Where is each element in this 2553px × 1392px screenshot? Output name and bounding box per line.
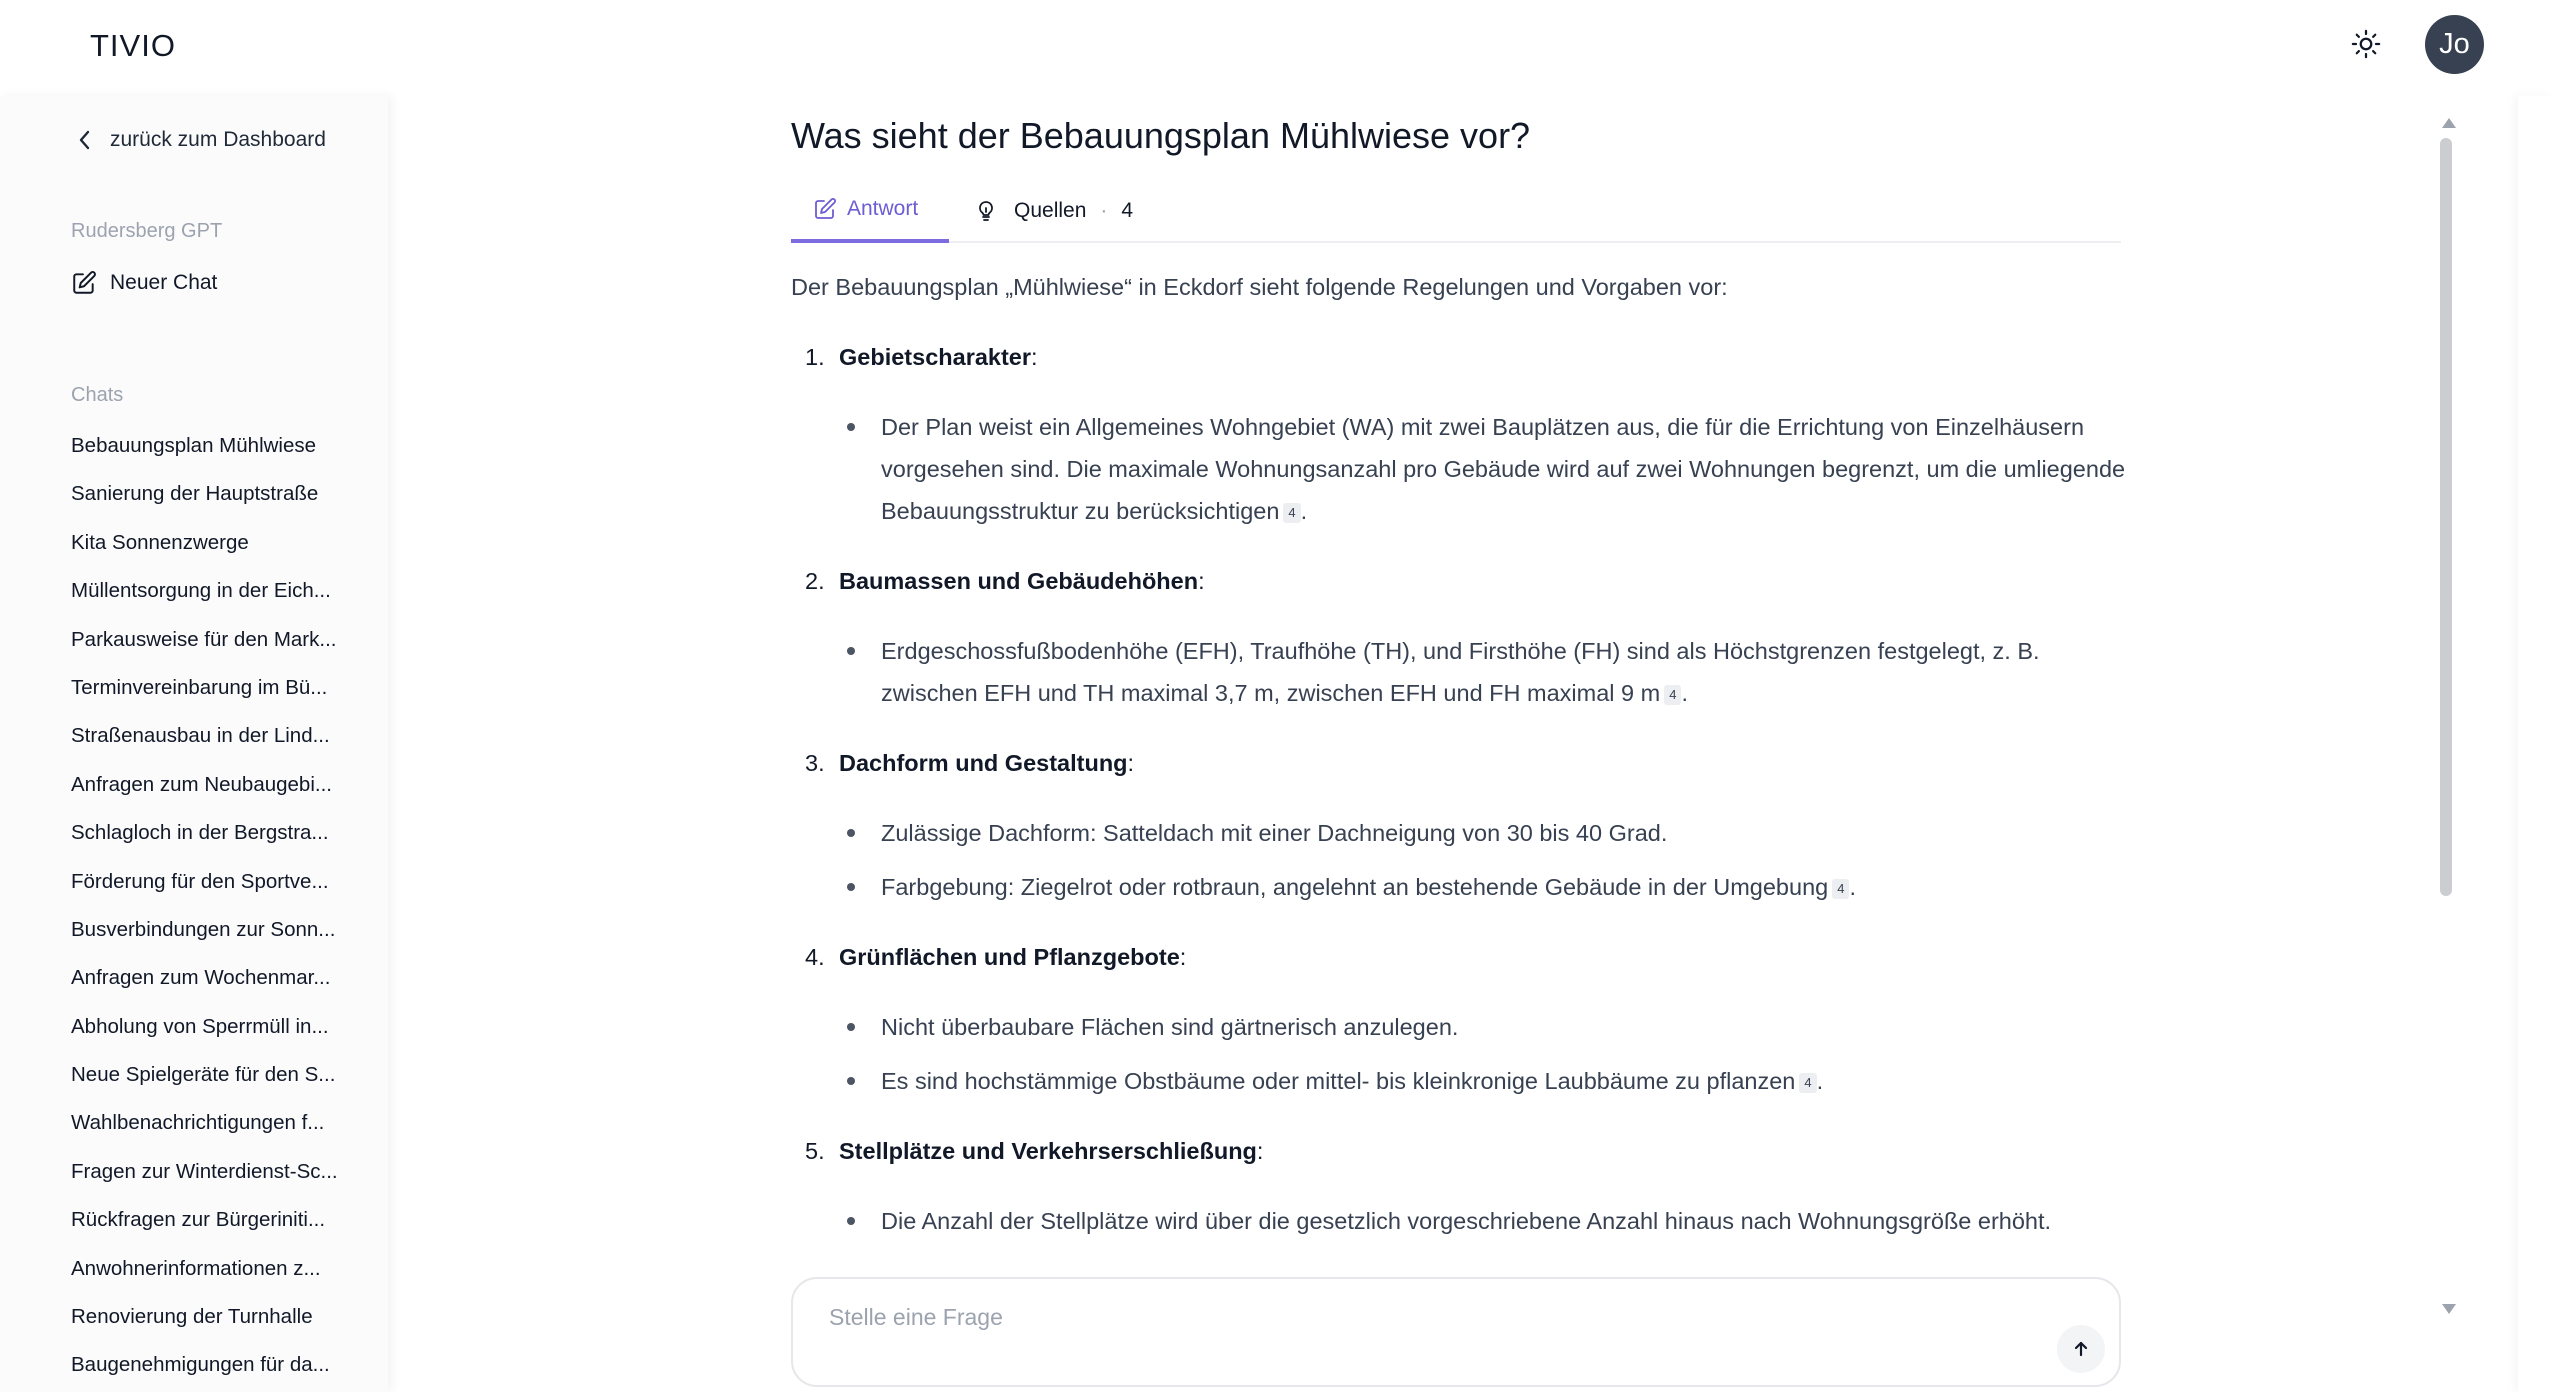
sun-icon [2351, 29, 2381, 59]
section-number: 5. [805, 1138, 825, 1164]
bullet-item [847, 1006, 2131, 1048]
citation-badge[interactable]: 4 [1283, 503, 1300, 523]
citation-badge[interactable]: 4 [1832, 879, 1849, 899]
bullet-item: Der Plan weist ein Allgemeines Wohngebiet (WA) mit zwei Bauplätzen aus, die für die Errichtung von Einzelhäusern vorgesehen sind. Die maximale Wohnungsanzahl pro Gebäude wird auf zwei Wohnungen begrenzt, um die umliegende Bebauungsstruktur zu berücksichtigen 4 . [847, 406, 2131, 532]
bullet-item: Farbgebung: Ziegelrot oder rotbraun, angelehnt an bestehende Gebäude in der Umgebung 4 . [847, 866, 2131, 908]
chat-list [71, 432, 371, 1392]
bullet-text: Nicht überbaubare Flächen sind gärtnerisch anzulegen. [881, 1014, 1459, 1040]
chevron-left-icon [78, 129, 92, 151]
chat-item[interactable]: Förderung für den Sportve... [71, 869, 329, 893]
chats-section-label: Chats [71, 384, 124, 406]
answer-section: 4. Grünflächen und Pflanzgebote: Nicht überbaubare Flächen sind gärtnerisch anzulegen. Es sind hochstämmige Obstbäume oder mittel- bis kleinkronige Laubbäume zu pflanzen 4 . [791, 936, 2131, 1102]
section-title: Gebietscharakter [839, 344, 1032, 370]
chat-item[interactable]: Rückfragen zur Bürgeriniti... [71, 1208, 326, 1232]
user-avatar[interactable]: Jo [2425, 15, 2484, 74]
bullet-item: Erdgeschossfußbodenhöhe (EFH), Traufhöhe (TH), und Firsthöhe (FH) sind als Höchstgrenzen festgelegt, z. B. zwischen EFH und TH maximal 3,7 m, zwischen EFH und FH maximal 9 m 4 . [847, 630, 2131, 714]
bullet-item [847, 1200, 2131, 1242]
bullet-text: Zulässige Dachform: Satteldach mit einer Dachneigung von 30 bis 40 Grad. [881, 820, 1668, 846]
new-chat-label: Neuer Chat [110, 271, 218, 294]
chat-item[interactable]: Sanierung der Hauptstraße [71, 482, 319, 506]
arrow-up-icon [2071, 1339, 2091, 1359]
tab-answer[interactable] [791, 179, 949, 243]
chat-item[interactable]: Schlagloch in der Bergstra... [71, 821, 329, 845]
bullet-text: Farbgebung: Ziegelrot oder rotbraun, angelehnt an bestehende Gebäude in der Umgebung [881, 874, 1829, 900]
scrollbar-thumb[interactable] [2440, 138, 2452, 896]
chat-item[interactable]: Abholung von Sperrmüll in... [71, 1014, 329, 1038]
chat-item[interactable]: Busverbindungen zur Sonn... [71, 917, 336, 941]
chat-item[interactable]: Baugenehmigungen für da... [71, 1353, 330, 1377]
answer-section: 5. Stellplätze und Verkehrserschließung: Die Anzahl der Stellplätze wird über die gesetzlich vorgeschriebene Anzahl hinaus nach Wohnungsgröße erhöht. [791, 1130, 2131, 1242]
answer-section: 3. Dachform und Gestaltung: Zulässige Dachform: Satteldach mit einer Dachneigung von 30 bis 40 Grad. Farbgebung: Ziegelrot oder rotbraun, angelehnt an bestehende Gebäude in der Umgebung 4 . [791, 742, 2131, 908]
bullet-item [847, 812, 2131, 854]
scroll-down-arrow[interactable] [2442, 1304, 2456, 1314]
scroll-up-arrow[interactable] [2442, 118, 2456, 128]
bullet-text: Es sind hochstämmige Obstbäume oder mittel- bis kleinkronige Laubbäume zu pflanzen [881, 1068, 1796, 1094]
section-title: Grünflächen und Pflanzgebote [839, 944, 1180, 970]
chat-item[interactable]: Bebauungsplan Mühlwiese [71, 434, 317, 457]
chat-item[interactable]: Renovierung der Turnhalle [71, 1305, 313, 1329]
bullet-text: Die Anzahl der Stellplätze wird über die gesetzlich vorgeschriebene Anzahl hinaus nach Wohnungsgröße erhöht. [881, 1208, 2052, 1234]
sources-count: 4 [1121, 199, 1134, 222]
answer-intro: Der Bebauungsplan „Mühlwiese“ in Eckdorf sieht folgende Regelungen und Vorgaben vor: [791, 274, 1728, 300]
bullet-text: Der Plan weist ein Allgemeines Wohngebiet (WA) mit zwei Bauplätzen aus, die für die Errichtung von Einzelhäusern vorgesehen sind. Die maximale Wohnungsanzahl pro Gebäude wird auf zwei Wohnungen begrenzt, um die umliegende Bebauungsstruktur zu berücksichtigen [881, 414, 2126, 524]
answer-content [791, 266, 2131, 1356]
sidebar [0, 96, 388, 1392]
tab-answer-label: Antwort [847, 197, 919, 220]
top-bar [0, 0, 2553, 96]
scrollbar[interactable] [2436, 110, 2456, 1320]
gpt-section-label: Rudersberg GPT [71, 220, 223, 242]
question-input[interactable] [829, 1297, 2009, 1337]
question-input-box [791, 1277, 2121, 1387]
citation-badge[interactable]: 4 [1799, 1073, 1816, 1093]
right-gutter [2518, 96, 2553, 1392]
citation-badge[interactable]: 4 [1664, 685, 1681, 705]
answer-section: 2. Baumassen und Gebäudehöhen: Erdgeschossfußbodenhöhe (EFH), Traufhöhe (TH), und Firsthöhe (FH) sind als Höchstgrenzen festgelegt, z. B. zwischen EFH und TH maximal 3,7 m, zwischen EFH und FH maximal 9 m 4 . [791, 560, 2131, 714]
answer-sections [791, 336, 2131, 1242]
send-button[interactable] [2057, 1325, 2105, 1373]
bullet-item: Es sind hochstämmige Obstbäume oder mittel- bis kleinkronige Laubbäume zu pflanzen 4 . [847, 1060, 2131, 1102]
chat-item[interactable]: Kita Sonnenzwerge [71, 530, 249, 554]
chat-item[interactable]: Wahlbenachrichtigungen f... [71, 1111, 325, 1135]
tab-sources[interactable] [974, 179, 1133, 243]
section-number: 2. [805, 568, 825, 594]
section-title: Dachform und Gestaltung [839, 750, 1128, 776]
chat-item[interactable]: Neue Spielgeräte für den S... [71, 1063, 336, 1087]
tab-sources-label: Quellen [1014, 199, 1087, 222]
lightbulb-icon [974, 199, 998, 223]
bullet-text: Erdgeschossfußbodenhöhe (EFH), Traufhöhe (TH), und Firsthöhe (FH) sind als Höchstgrenzen festgelegt, z. B. zwischen EFH und TH maximal 3,7 m, zwischen EFH und FH maximal 9 m [881, 638, 2040, 706]
app-logo[interactable]: TIVIO [90, 28, 176, 63]
chat-item[interactable]: Terminvereinbarung im Bü... [71, 675, 328, 699]
back-link-label: zurück zum Dashboard [110, 128, 326, 151]
back-to-dashboard-link[interactable] [78, 128, 326, 152]
chat-panel [388, 96, 2518, 1392]
section-title: Baumassen und Gebäudehöhen [839, 568, 1199, 594]
theme-toggle-button[interactable] [2346, 24, 2386, 64]
chat-item[interactable]: Anfragen zum Neubaugebi... [71, 772, 332, 796]
edit-icon [813, 197, 837, 221]
section-title: Stellplätze und Verkehrserschließung [839, 1138, 1257, 1164]
section-number: 3. [805, 750, 825, 776]
answer-tabs [791, 179, 2121, 243]
chat-item[interactable]: Fragen zur Winterdienst-Sc... [71, 1159, 338, 1183]
edit-icon [71, 270, 97, 296]
section-number: 4. [805, 944, 825, 970]
chat-item[interactable]: Parkausweise für den Mark... [71, 627, 337, 651]
tab-separator: · [1100, 199, 1108, 222]
new-chat-button[interactable] [71, 270, 217, 296]
chat-item[interactable]: Anwohnerinformationen z... [71, 1256, 321, 1280]
page-title: Was sieht der Bebauungsplan Mühlwiese vor? [791, 115, 1531, 156]
chat-item[interactable]: Müllentsorgung in der Eich... [71, 579, 331, 603]
chat-item[interactable]: Anfragen zum Wochenmar... [71, 966, 331, 990]
chat-item[interactable]: Straßenausbau in der Lind... [71, 724, 330, 748]
answer-section: 1. Gebietscharakter: Der Plan weist ein Allgemeines Wohngebiet (WA) mit zwei Bauplätzen aus, die für die Errichtung von Einzelhäusern vorgesehen sind. Die maximale Wohnungsanzahl pro Gebäude wird auf zwei Wohnungen begrenzt, um die umliegende Bebauungsstruktur zu berücksichtigen 4 . [791, 336, 2131, 532]
section-number: 1. [805, 344, 825, 370]
